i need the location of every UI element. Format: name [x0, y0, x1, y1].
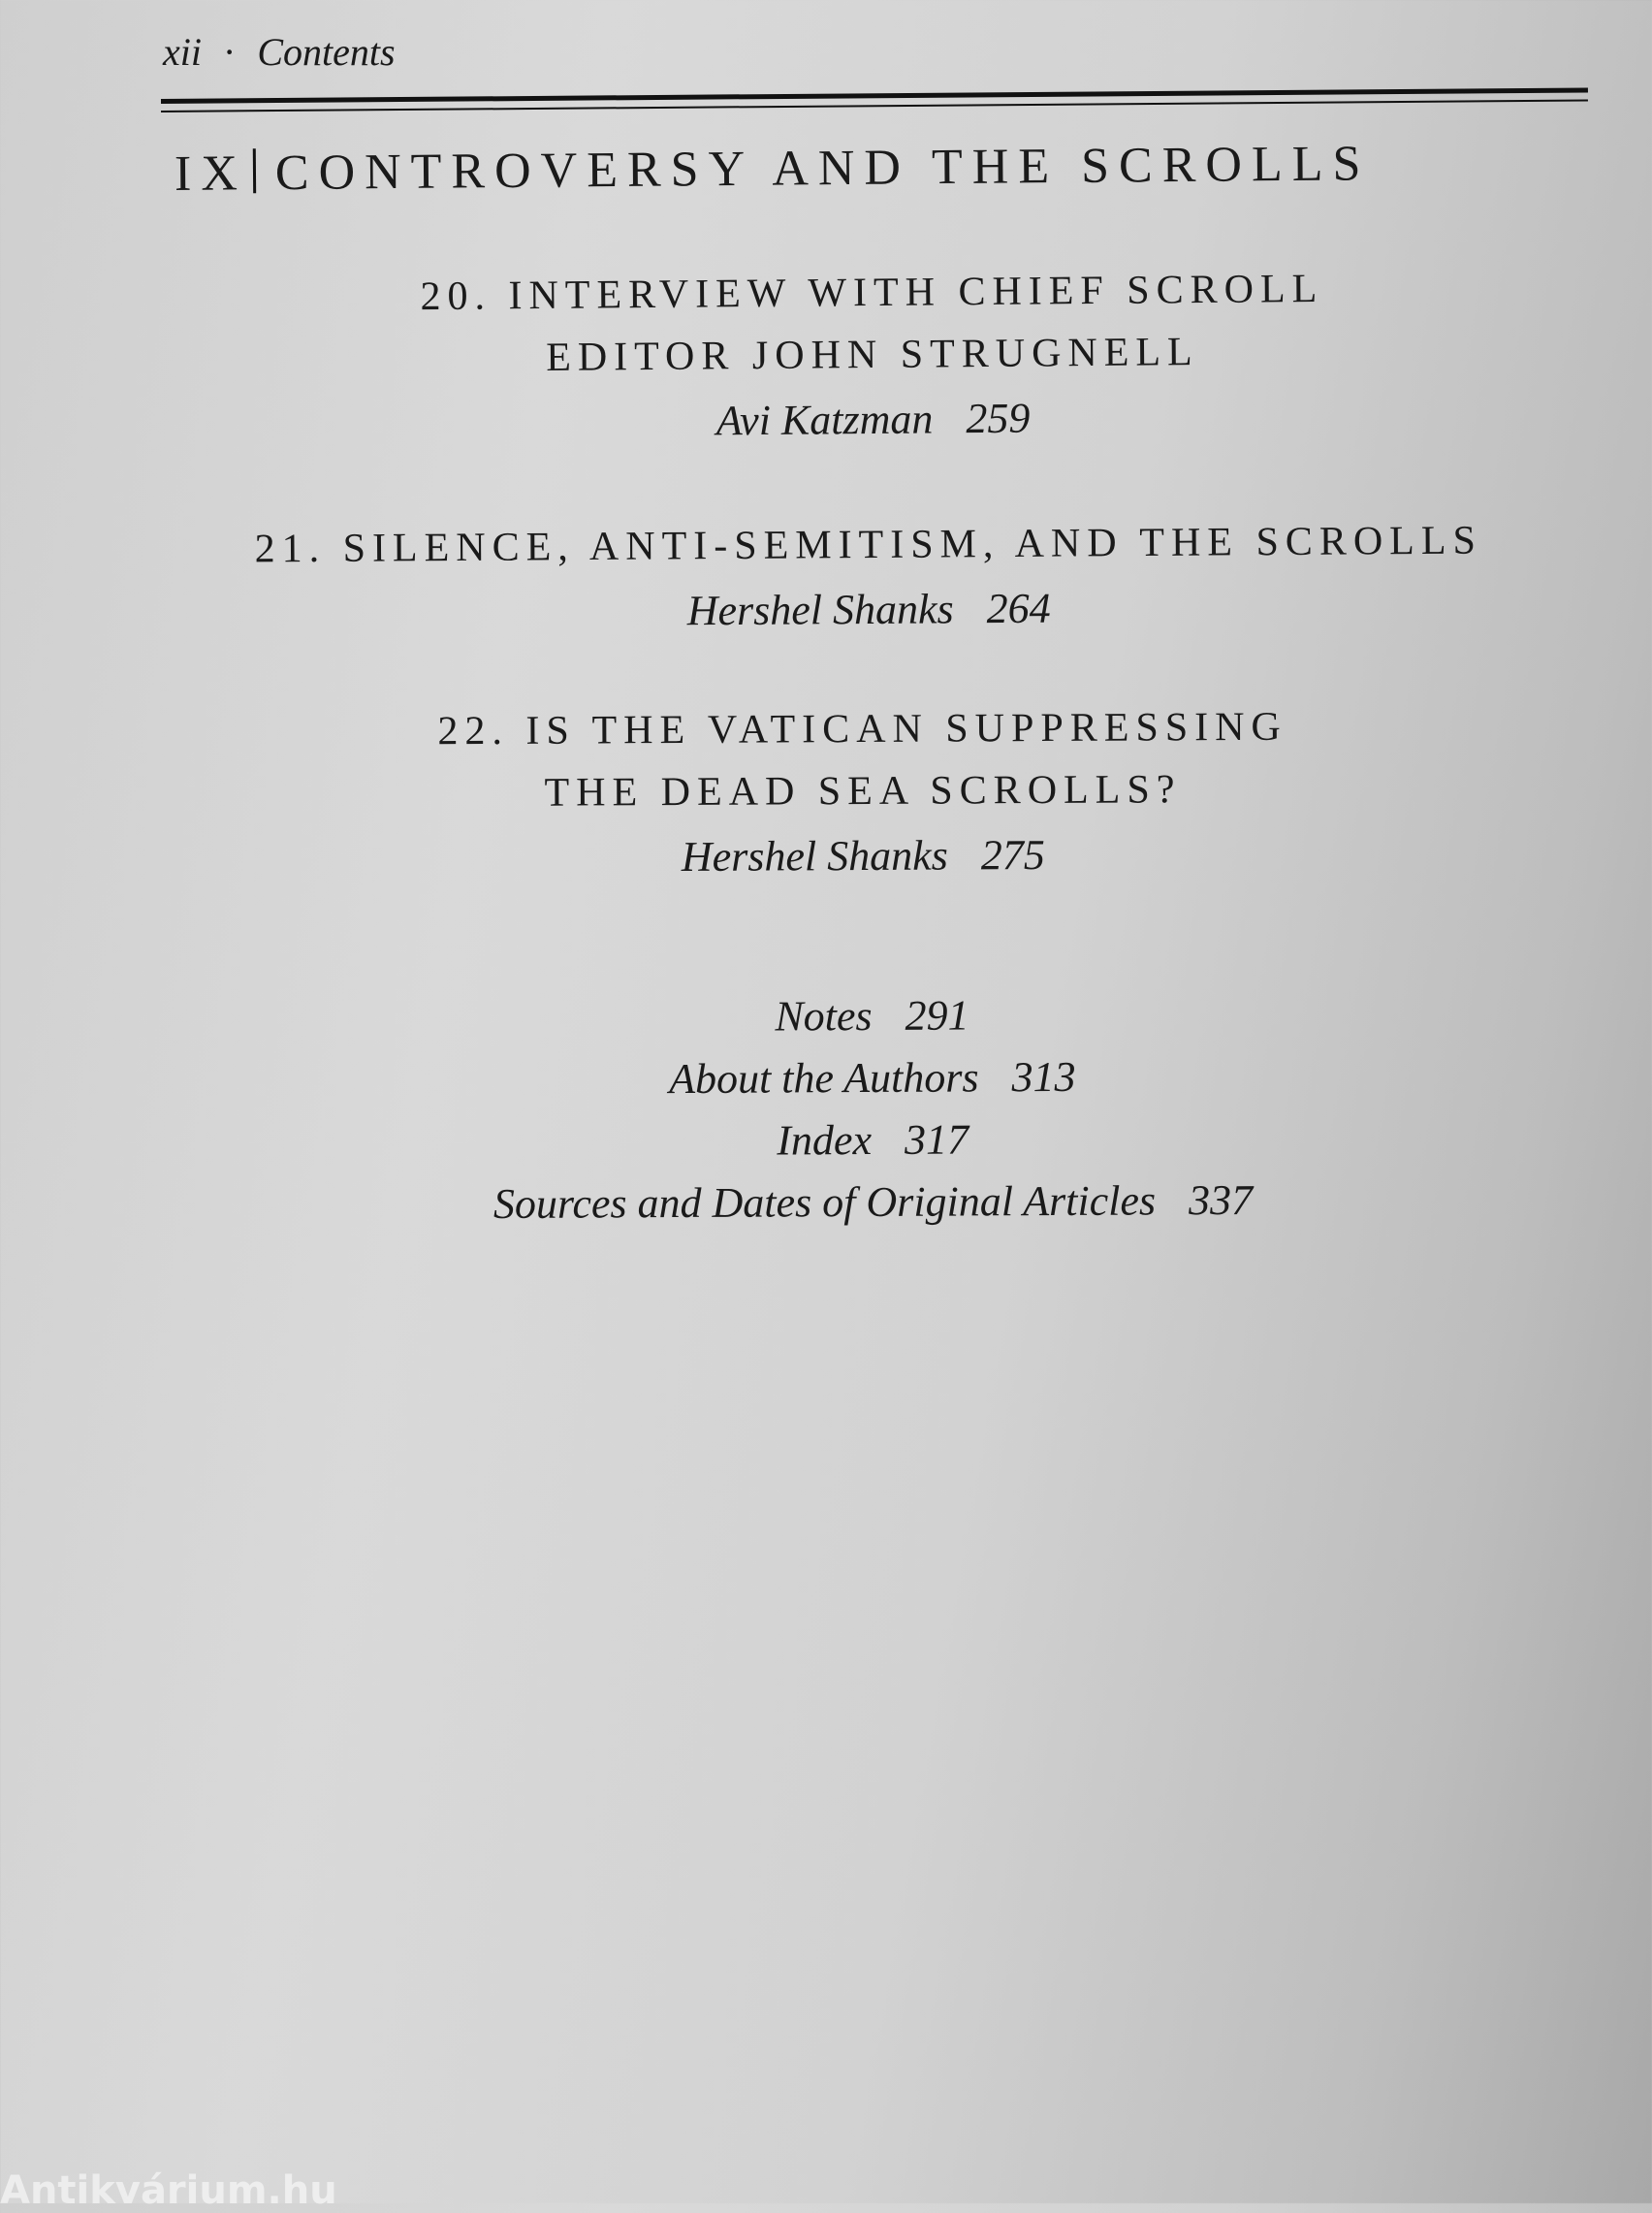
part-heading — [175, 135, 1371, 203]
watermark: Antikvárium.hu — [0, 2168, 337, 2213]
back-matter-page: 313 — [1011, 1052, 1076, 1102]
chapter-page: 264 — [986, 584, 1051, 633]
back-matter-item — [388, 1044, 1357, 1111]
chapter-page: 259 — [966, 394, 1031, 443]
part-numeral: IX — [174, 145, 248, 202]
chapter-title-line1: 20. INTERVIEW WITH CHIEF SCROLL — [420, 266, 1324, 320]
chapter-author-line — [349, 381, 1397, 458]
separator: · — [222, 30, 237, 74]
chapter-title-line1: 22. IS THE VATICAN SUPPRESSING — [437, 704, 1287, 754]
toc-entry-22 — [367, 695, 1357, 892]
toc-entry-20 — [348, 257, 1397, 458]
back-matter-label: Notes — [775, 992, 873, 1041]
back-matter-page: 317 — [904, 1115, 969, 1164]
part-title: CONTROVERSY AND THE SCROLLS — [274, 136, 1371, 202]
chapter-author: Hershel Shanks — [681, 831, 948, 881]
running-head — [163, 29, 396, 75]
page-number: xii — [163, 30, 202, 74]
toc-entry-21 — [171, 509, 1568, 649]
section-name: Contents — [257, 30, 396, 74]
back-matter-item — [388, 1106, 1357, 1173]
chapter-author-line — [171, 571, 1567, 649]
chapter-author: Hershel Shanks — [686, 585, 954, 635]
back-matter-label: About the Authors — [668, 1053, 979, 1104]
back-matter-item — [387, 982, 1356, 1049]
chapter-title-line2: THE DEAD SEA SCROLLS? — [544, 767, 1182, 816]
part-divider — [253, 148, 256, 193]
back-matter-label: Index — [777, 1116, 873, 1165]
chapter-title-line1: 21. SILENCE, ANTI-SEMITISM, AND THE SCROLLS — [254, 518, 1483, 572]
back-matter-page: 291 — [905, 991, 969, 1040]
chapter-author-line — [368, 819, 1357, 892]
chapter-author: Avi Katzman — [715, 395, 934, 445]
back-matter-item — [388, 1169, 1357, 1235]
chapter-page: 275 — [980, 831, 1045, 880]
back-matter-label: Sources and Dates of Original Articles — [492, 1176, 1157, 1229]
back-matter — [387, 982, 1357, 1235]
chapter-title-line2: EDITOR JOHN STRUGNELL — [546, 330, 1199, 380]
back-matter-page: 337 — [1188, 1175, 1254, 1225]
